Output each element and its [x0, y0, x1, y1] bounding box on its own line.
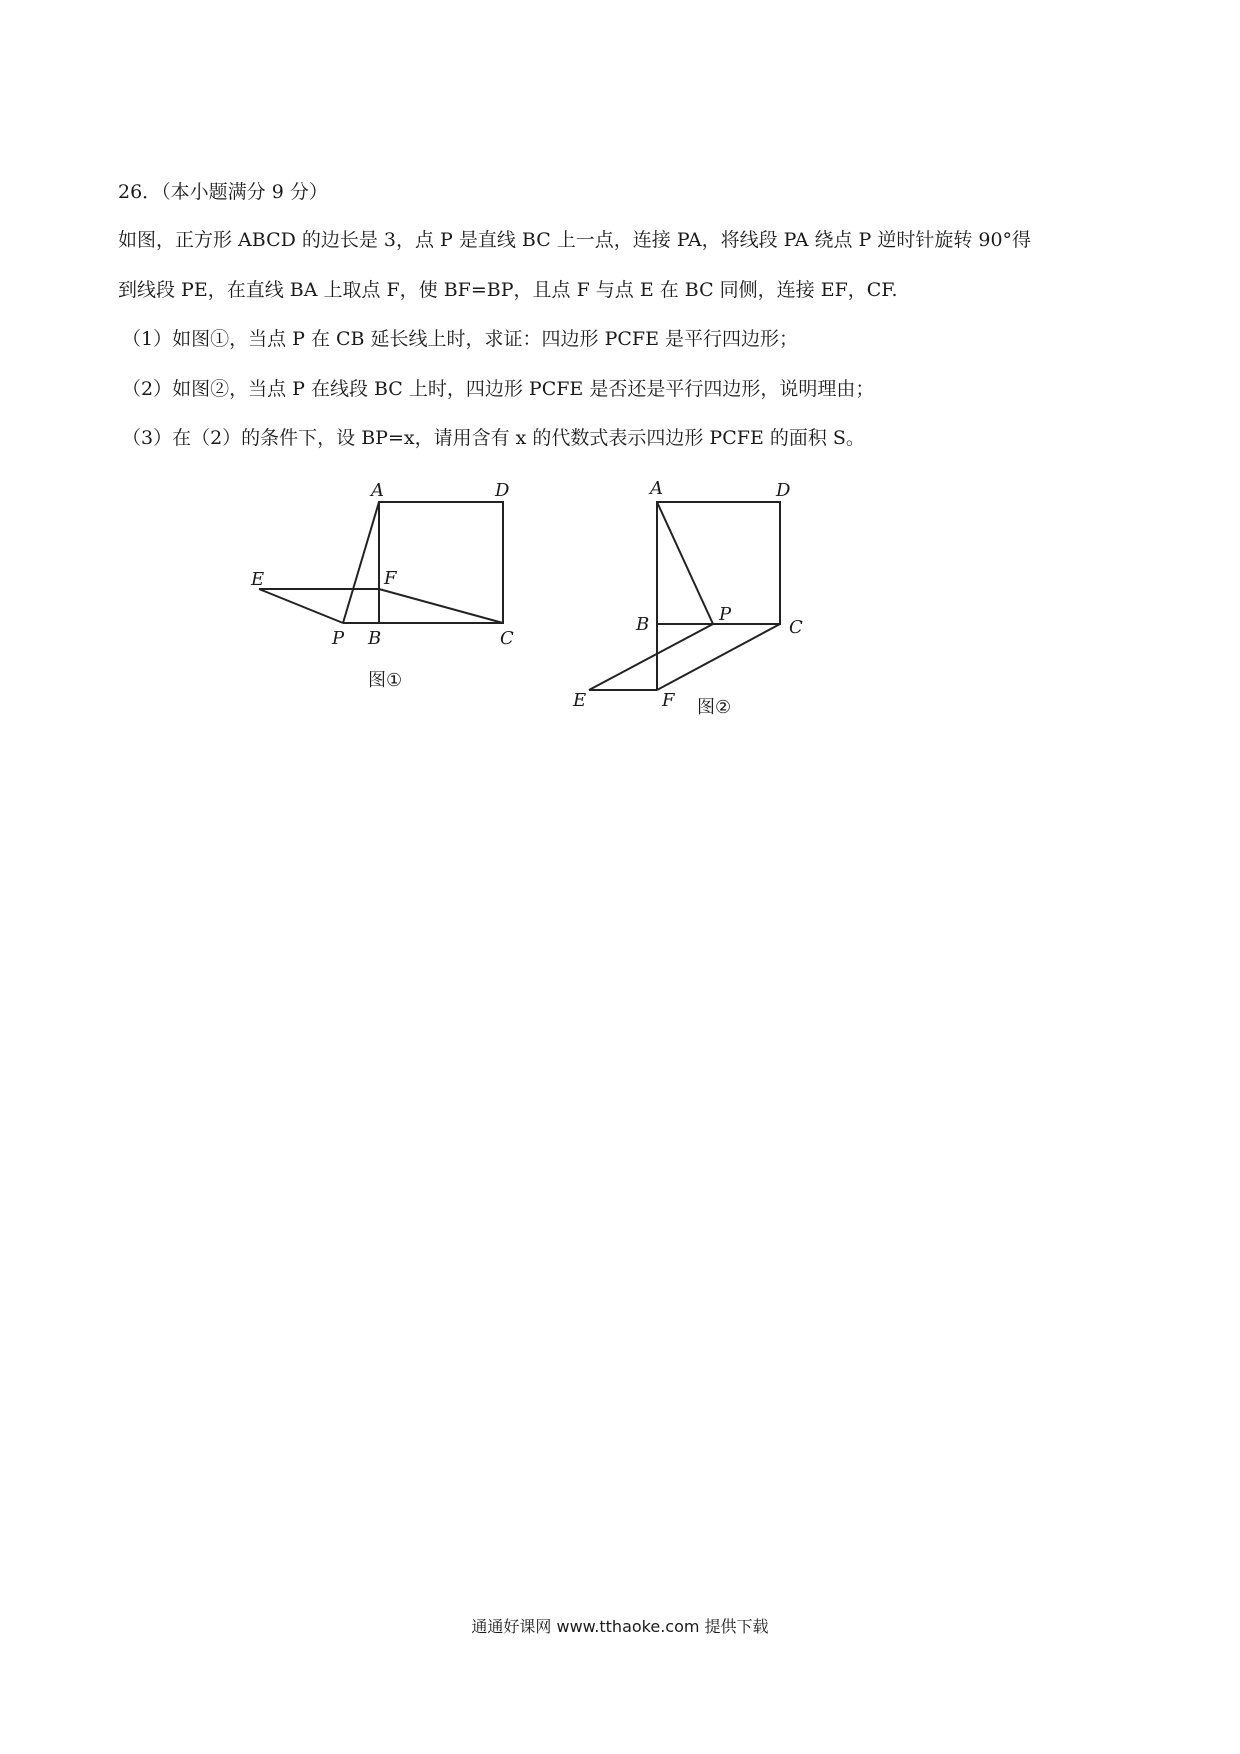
label-e: E — [251, 569, 265, 590]
problem-body-line-2: 到线段 PE，在直线 BA 上取点 F，使 BF=BP，且点 F 与点 E 在 BC 同侧，连接 EF，CF. — [118, 279, 898, 301]
segment-ap — [657, 502, 713, 624]
figure-2-caption: 图② — [697, 697, 732, 718]
label-d: D — [495, 480, 510, 501]
label-f-2: F — [662, 690, 675, 711]
label-e-2: E — [573, 690, 587, 711]
label-b: B — [368, 628, 382, 649]
label-f: F — [384, 568, 397, 589]
page-footer: 通通好课网 www.tthaoke.com 提供下载 — [471, 1617, 769, 1636]
label-a-2: A — [650, 478, 663, 499]
label-a: A — [371, 480, 384, 501]
problem-part-2: （2）如图②，当点 P 在线段 BC 上时，四边形 PCFE 是否还是平行四边形，说明理由； — [122, 378, 875, 400]
segment-fc-2 — [657, 624, 780, 690]
label-b-2: B — [636, 614, 650, 635]
label-p-2: P — [719, 604, 732, 625]
figure-1-caption: 图① — [368, 670, 403, 691]
label-p: P — [332, 628, 345, 649]
figure-2 — [0, 0, 1240, 760]
problem-part-1: （1）如图①，当点 P 在 CB 延长线上时，求证：四边形 PCFE 是平行四边形； — [122, 328, 798, 350]
problem-header: 26．（本小题满分 9 分） — [118, 181, 328, 203]
label-d-2: D — [776, 480, 791, 501]
label-c: C — [500, 628, 514, 649]
problem-body-line-1: 如图，正方形 ABCD 的边长是 3，点 P 是直线 BC 上一点，连接 PA，将线段 PA 绕点 P 逆时针旋转 90°得 — [118, 229, 1032, 251]
problem-part-3: （3）在（2）的条件下，设 BP=x，请用含有 x 的代数式表示四边形 PCFE 的面积 S。 — [122, 427, 865, 449]
segment-pe-2 — [589, 624, 713, 690]
label-c-2: C — [789, 617, 803, 638]
